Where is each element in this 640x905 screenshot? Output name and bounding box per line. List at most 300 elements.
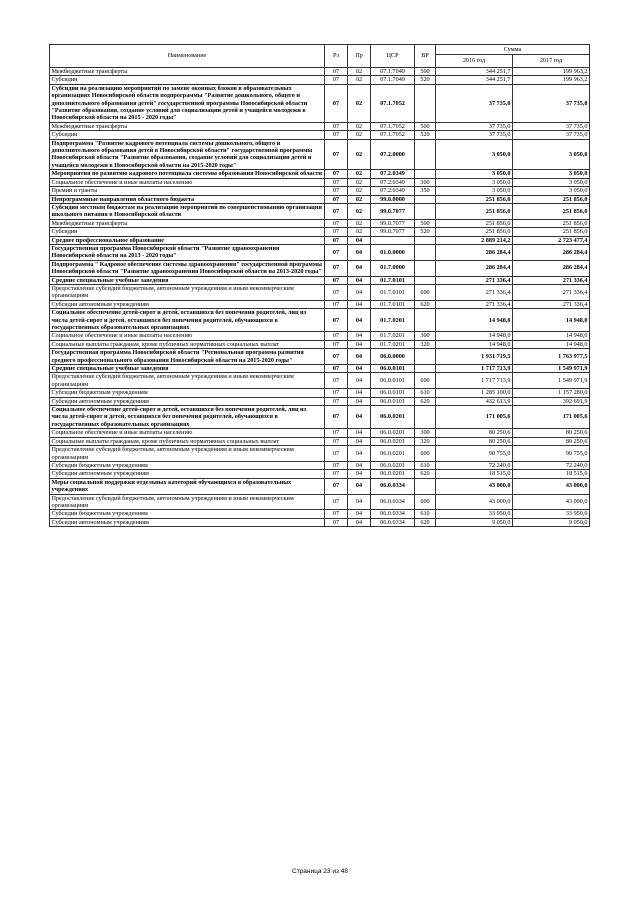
cell-rz: 07 <box>325 470 348 478</box>
cell-name: Субсидии бюджетным учреждениям <box>50 510 325 518</box>
header-csr: ЦСР <box>371 45 415 68</box>
cell-rz: 07 <box>325 429 348 437</box>
cell-sum-2016: 72 240,0 <box>436 461 513 469</box>
cell-name: Государственная программа Новосибирской области "Региональная программа развития среднего профессионального образования Новосибирской области на 2015-2020 годы" <box>50 349 325 365</box>
table-row <box>50 228 590 236</box>
cell-vr <box>415 236 436 244</box>
table-row <box>50 84 590 122</box>
cell-csr: 07.2.0000 <box>371 139 415 170</box>
cell-rz: 07 <box>325 84 348 122</box>
cell-name: Межбюджетные трансферты <box>50 122 325 130</box>
cell-name: Субсидии бюджетным учреждениям <box>50 389 325 397</box>
cell-pr: 02 <box>348 122 371 130</box>
cell-csr: 07.2.0349 <box>371 178 415 186</box>
cell-rz: 07 <box>325 131 348 139</box>
cell-csr: 01.0.0000 <box>371 244 415 260</box>
cell-sum-2017: 1 763 977,5 <box>513 349 590 365</box>
cell-vr: 620 <box>415 397 436 405</box>
table-row <box>50 446 590 462</box>
cell-csr: 06.0.0201 <box>371 406 415 429</box>
cell-rz: 07 <box>325 437 348 445</box>
cell-vr <box>415 309 436 332</box>
cell-csr <box>371 236 415 244</box>
table-row <box>50 461 590 469</box>
cell-name: Субсидии бюджетным учреждениям <box>50 461 325 469</box>
budget-table <box>49 44 590 527</box>
cell-name: Субсидии автономным учреждениям <box>50 397 325 405</box>
cell-pr: 04 <box>348 389 371 397</box>
cell-vr <box>415 244 436 260</box>
table-row <box>50 203 590 219</box>
cell-vr: 600 <box>415 494 436 510</box>
table-row <box>50 139 590 170</box>
table-row <box>50 437 590 445</box>
cell-sum-2016: 14 948,0 <box>436 332 513 340</box>
table-row <box>50 195 590 203</box>
table-row <box>50 349 590 365</box>
cell-pr: 04 <box>348 284 371 300</box>
cell-sum-2016: 251 856,0 <box>436 195 513 203</box>
cell-pr: 02 <box>348 195 371 203</box>
cell-rz: 07 <box>325 510 348 518</box>
cell-sum-2017: 2 723 477,4 <box>513 236 590 244</box>
cell-csr: 06.0.0201 <box>371 437 415 445</box>
cell-pr: 04 <box>348 340 371 348</box>
cell-pr: 04 <box>348 461 371 469</box>
header-name: Наименование <box>50 45 325 68</box>
cell-vr: 300 <box>415 429 436 437</box>
cell-rz: 07 <box>325 260 348 276</box>
table-row <box>50 170 590 178</box>
cell-csr: 07.1.7052 <box>371 122 415 130</box>
table-row <box>50 260 590 276</box>
cell-sum-2017: 72 240,0 <box>513 461 590 469</box>
table-row <box>50 406 590 429</box>
cell-vr: 520 <box>415 76 436 84</box>
table-row <box>50 397 590 405</box>
cell-csr: 01.7.0201 <box>371 309 415 332</box>
cell-sum-2017: 14 948,0 <box>513 309 590 332</box>
cell-pr: 04 <box>348 300 371 308</box>
table-row <box>50 389 590 397</box>
cell-pr: 04 <box>348 397 371 405</box>
table-row <box>50 309 590 332</box>
cell-sum-2016: 432 613,9 <box>436 397 513 405</box>
cell-rz: 07 <box>325 365 348 373</box>
cell-vr: 320 <box>415 437 436 445</box>
cell-sum-2016: 1 285 100,0 <box>436 389 513 397</box>
table-row <box>50 178 590 186</box>
cell-sum-2016: 37 735,0 <box>436 84 513 122</box>
cell-name: Социальное обеспечение детей-сирот и детей, оставшихся без попечения родителей, лиц из числа детей-сирот и детей, оставшихся без попечения родителей, обучающихся в государственных образовательных организациях <box>50 406 325 429</box>
cell-pr: 02 <box>348 84 371 122</box>
table-row <box>50 470 590 478</box>
cell-csr: 99.0.0000 <box>371 195 415 203</box>
cell-csr: 07.2.0349 <box>371 187 415 195</box>
cell-csr: 07.1.7052 <box>371 131 415 139</box>
cell-name: Средние специальные учебные заведения <box>50 276 325 284</box>
cell-rz: 07 <box>325 446 348 462</box>
cell-rz: 07 <box>325 340 348 348</box>
cell-vr <box>415 478 436 494</box>
cell-csr: 06.0.0101 <box>371 389 415 397</box>
cell-pr: 04 <box>348 406 371 429</box>
cell-name: Субсидии автономным учреждениям <box>50 470 325 478</box>
cell-pr: 04 <box>348 446 371 462</box>
cell-name: Подпрограмма " Кадровое обеспечение системы здравоохранения" государственной программы Новосибирской области "Развитие здравоохранения Новосибирской области на 2013-2020 годы" <box>50 260 325 276</box>
cell-name: Социальное обеспечение и иные выплаты населению <box>50 178 325 186</box>
cell-name: Субсидии автономным учреждениям <box>50 518 325 526</box>
table-row <box>50 276 590 284</box>
cell-sum-2017: 199 963,2 <box>513 68 590 76</box>
cell-name: Социальное обеспечение и иные выплаты населению <box>50 429 325 437</box>
cell-sum-2016: 171 005,6 <box>436 406 513 429</box>
cell-name: Субсидии <box>50 228 325 236</box>
cell-vr: 610 <box>415 389 436 397</box>
header-vr: ВР <box>415 45 436 68</box>
cell-sum-2017: 33 950,0 <box>513 510 590 518</box>
cell-csr: 07.1.7052 <box>371 84 415 122</box>
cell-pr: 02 <box>348 203 371 219</box>
cell-rz: 07 <box>325 122 348 130</box>
cell-sum-2017: 3 050,0 <box>513 178 590 186</box>
cell-sum-2016: 43 000,0 <box>436 494 513 510</box>
cell-sum-2017: 286 284,4 <box>513 260 590 276</box>
cell-name: Средние специальные учебные заведения <box>50 365 325 373</box>
cell-sum-2016: 2 889 214,2 <box>436 236 513 244</box>
cell-sum-2017: 9 050,0 <box>513 518 590 526</box>
cell-sum-2017: 1 549 971,9 <box>513 373 590 389</box>
cell-sum-2016: 271 336,4 <box>436 284 513 300</box>
cell-vr: 500 <box>415 68 436 76</box>
cell-sum-2016: 1 717 713,9 <box>436 373 513 389</box>
cell-pr: 04 <box>348 518 371 526</box>
cell-pr: 02 <box>348 131 371 139</box>
cell-sum-2016: 90 755,0 <box>436 446 513 462</box>
cell-sum-2017: 199 963,2 <box>513 76 590 84</box>
cell-rz: 07 <box>325 332 348 340</box>
table-row <box>50 76 590 84</box>
cell-rz: 07 <box>325 461 348 469</box>
cell-rz: 07 <box>325 244 348 260</box>
cell-sum-2016: 1 931 719,5 <box>436 349 513 365</box>
cell-csr: 06.0.0201 <box>371 461 415 469</box>
table-body <box>50 68 590 527</box>
cell-name: Меры социальной поддержки отдельных категорий обучающихся в образовательных учреждениях <box>50 478 325 494</box>
cell-sum-2017: 18 515,0 <box>513 470 590 478</box>
cell-sum-2017: 392 691,9 <box>513 397 590 405</box>
cell-name: Предоставление субсидий бюджетным, автономным учреждениям и иным некоммерческим организациям <box>50 373 325 389</box>
table-row <box>50 478 590 494</box>
cell-vr: 520 <box>415 131 436 139</box>
cell-vr: 500 <box>415 122 436 130</box>
table-row <box>50 510 590 518</box>
cell-sum-2016: 3 050,0 <box>436 178 513 186</box>
cell-sum-2016: 37 735,0 <box>436 122 513 130</box>
cell-csr: 06.0.0101 <box>371 397 415 405</box>
table-row <box>50 122 590 130</box>
cell-csr: 06.0.0334 <box>371 494 415 510</box>
cell-sum-2017: 171 005,6 <box>513 406 590 429</box>
cell-rz: 07 <box>325 68 348 76</box>
table-row <box>50 244 590 260</box>
page-footer: Страница 23 из 48 <box>292 868 348 875</box>
cell-sum-2016: 9 050,0 <box>436 518 513 526</box>
cell-name: Социальные выплаты гражданам, кроме публичных нормативных социальных выплат <box>50 437 325 445</box>
cell-rz: 07 <box>325 406 348 429</box>
cell-pr: 04 <box>348 510 371 518</box>
cell-vr <box>415 195 436 203</box>
cell-sum-2016: 271 336,4 <box>436 276 513 284</box>
cell-sum-2017: 286 284,4 <box>513 244 590 260</box>
cell-vr: 500 <box>415 219 436 227</box>
cell-rz: 07 <box>325 373 348 389</box>
cell-sum-2016: 251 856,0 <box>436 219 513 227</box>
cell-sum-2016: 3 050,0 <box>436 170 513 178</box>
cell-csr: 07.1.7049 <box>371 68 415 76</box>
cell-sum-2017: 37 735,0 <box>513 84 590 122</box>
cell-pr: 04 <box>348 236 371 244</box>
cell-name: Премии и гранты <box>50 187 325 195</box>
cell-rz: 07 <box>325 300 348 308</box>
cell-rz: 07 <box>325 195 348 203</box>
cell-pr: 02 <box>348 68 371 76</box>
header-year-2016: 2016 год <box>436 55 513 68</box>
table-row <box>50 131 590 139</box>
cell-vr: 600 <box>415 284 436 300</box>
cell-sum-2016: 37 735,0 <box>436 131 513 139</box>
cell-pr: 02 <box>348 219 371 227</box>
cell-pr: 04 <box>348 332 371 340</box>
cell-csr: 06.0.0201 <box>371 446 415 462</box>
cell-sum-2017: 251 856,0 <box>513 195 590 203</box>
cell-vr <box>415 170 436 178</box>
cell-csr: 07.2.0349 <box>371 170 415 178</box>
cell-rz: 07 <box>325 236 348 244</box>
cell-sum-2016: 14 948,0 <box>436 340 513 348</box>
cell-csr: 06.0.0334 <box>371 510 415 518</box>
cell-vr <box>415 203 436 219</box>
cell-rz: 07 <box>325 389 348 397</box>
cell-pr: 04 <box>348 260 371 276</box>
cell-sum-2017: 80 250,6 <box>513 437 590 445</box>
cell-sum-2017: 3 050,0 <box>513 139 590 170</box>
cell-vr: 520 <box>415 228 436 236</box>
cell-pr: 02 <box>348 170 371 178</box>
cell-rz: 07 <box>325 494 348 510</box>
cell-name: Межбюджетные трансферты <box>50 68 325 76</box>
cell-pr: 04 <box>348 244 371 260</box>
cell-sum-2017: 3 050,0 <box>513 187 590 195</box>
cell-sum-2017: 37 735,0 <box>513 122 590 130</box>
table-row <box>50 494 590 510</box>
cell-csr: 01.7.0000 <box>371 260 415 276</box>
cell-vr: 320 <box>415 340 436 348</box>
table-row <box>50 429 590 437</box>
cell-name: Мероприятия по развитию кадрового потенциала системы образования Новосибирской области <box>50 170 325 178</box>
cell-sum-2017: 14 948,0 <box>513 332 590 340</box>
cell-rz: 07 <box>325 139 348 170</box>
cell-sum-2016: 251 856,0 <box>436 203 513 219</box>
table-row <box>50 365 590 373</box>
cell-vr: 300 <box>415 178 436 186</box>
cell-pr: 04 <box>348 373 371 389</box>
cell-name: Субсидии <box>50 131 325 139</box>
cell-sum-2017: 251 856,0 <box>513 203 590 219</box>
cell-sum-2017: 14 948,0 <box>513 340 590 348</box>
cell-pr: 04 <box>348 429 371 437</box>
cell-csr: 01.7.0101 <box>371 276 415 284</box>
table-row <box>50 373 590 389</box>
cell-name: Субсидия местным бюджетам на реализацию мероприятий по совершенствованию организации школьного питания в Новосибирской области <box>50 203 325 219</box>
header-year-2017: 2017 год <box>513 55 590 68</box>
cell-name: Субсидии <box>50 76 325 84</box>
cell-name: Предоставление субсидий бюджетным, автономным учреждениям и иным некоммерческим организациям <box>50 494 325 510</box>
cell-csr: 01.7.0201 <box>371 340 415 348</box>
table-row <box>50 300 590 308</box>
cell-csr: 01.7.0101 <box>371 284 415 300</box>
table-row <box>50 518 590 526</box>
cell-sum-2016: 43 000,0 <box>436 478 513 494</box>
cell-vr <box>415 406 436 429</box>
cell-name: Предоставление субсидий бюджетным, автономным учреждениям и иным некоммерческим организациям <box>50 446 325 462</box>
cell-rz: 07 <box>325 170 348 178</box>
cell-rz: 07 <box>325 219 348 227</box>
cell-csr: 06.0.0334 <box>371 478 415 494</box>
cell-name: Субсидии автономным учреждениям <box>50 300 325 308</box>
cell-name: Социальное обеспечение и иные выплаты населению <box>50 332 325 340</box>
header-pr: Пр <box>348 45 371 68</box>
table-row <box>50 236 590 244</box>
cell-sum-2017: 43 000,0 <box>513 478 590 494</box>
cell-csr: 99.0.7077 <box>371 203 415 219</box>
cell-sum-2017: 1 549 971,9 <box>513 365 590 373</box>
header-sum: Сумма <box>436 45 590 55</box>
cell-pr: 02 <box>348 76 371 84</box>
cell-sum-2016: 3 050,0 <box>436 187 513 195</box>
cell-sum-2017: 271 336,4 <box>513 276 590 284</box>
cell-vr: 610 <box>415 510 436 518</box>
table-row <box>50 68 590 76</box>
budget-table-page <box>49 44 589 527</box>
cell-name: Межбюджетные трансферты <box>50 219 325 227</box>
cell-name: Государственная программа Новосибирской области "Развитие здравоохранения Новосибирской области на 2013 - 2020 годы" <box>50 244 325 260</box>
cell-sum-2016: 251 856,0 <box>436 228 513 236</box>
cell-sum-2016: 18 515,0 <box>436 470 513 478</box>
header-rz: Рз <box>325 45 348 68</box>
cell-pr: 04 <box>348 478 371 494</box>
cell-sum-2017: 3 050,0 <box>513 170 590 178</box>
cell-name: Подпрограмма "Развитие кадрового потенциала системы дошкольного, общего и дополнительного образования детей в Новосибирской области" государственной программы Новосибирской области "Развитие образования, создание условий для социализации детей и учащейся молодежи в Новосибирской области на 2015-2020 годы" <box>50 139 325 170</box>
cell-pr: 02 <box>348 139 371 170</box>
cell-name: Субсидии на реализацию мероприятий по замене оконных блоков в образовательных организациях Новосибирской области подпрограммы "Развитие дошкольного, общего и дополнительного образования детей" государственной программы Новосибирской области "Развитие образования, создание условий для социализации детей и учащейся молодежи в Новосибирской области на 2015 - 2020 годы" <box>50 84 325 122</box>
cell-vr: 300 <box>415 332 436 340</box>
cell-vr: 620 <box>415 300 436 308</box>
cell-sum-2017: 251 856,0 <box>513 228 590 236</box>
table-row <box>50 219 590 227</box>
cell-sum-2016: 3 050,0 <box>436 139 513 170</box>
cell-name: Среднее профессиональное образование <box>50 236 325 244</box>
cell-sum-2017: 251 856,0 <box>513 219 590 227</box>
cell-pr: 02 <box>348 228 371 236</box>
cell-pr: 04 <box>348 494 371 510</box>
cell-rz: 07 <box>325 178 348 186</box>
cell-vr <box>415 139 436 170</box>
cell-rz: 07 <box>325 309 348 332</box>
cell-vr <box>415 349 436 365</box>
cell-pr: 04 <box>348 276 371 284</box>
cell-sum-2016: 286 284,4 <box>436 260 513 276</box>
cell-vr: 600 <box>415 446 436 462</box>
cell-name: Социальные выплаты гражданам, кроме публичных нормативных социальных выплат <box>50 340 325 348</box>
cell-csr: 01.7.0201 <box>371 332 415 340</box>
cell-csr: 06.0.0101 <box>371 373 415 389</box>
cell-rz: 07 <box>325 478 348 494</box>
cell-vr <box>415 276 436 284</box>
cell-vr: 600 <box>415 373 436 389</box>
cell-sum-2016: 14 948,0 <box>436 309 513 332</box>
cell-pr: 02 <box>348 187 371 195</box>
cell-pr: 04 <box>348 309 371 332</box>
cell-pr: 04 <box>348 470 371 478</box>
cell-vr <box>415 84 436 122</box>
cell-vr: 350 <box>415 187 436 195</box>
cell-sum-2016: 344 251,7 <box>436 76 513 84</box>
cell-sum-2016: 1 717 713,9 <box>436 365 513 373</box>
cell-vr: 620 <box>415 470 436 478</box>
cell-pr: 04 <box>348 437 371 445</box>
cell-sum-2016: 286 284,4 <box>436 244 513 260</box>
cell-vr <box>415 365 436 373</box>
cell-csr: 06.0.0201 <box>371 470 415 478</box>
cell-csr: 01.7.0101 <box>371 300 415 308</box>
cell-rz: 07 <box>325 76 348 84</box>
table-row <box>50 187 590 195</box>
cell-rz: 07 <box>325 518 348 526</box>
cell-pr: 04 <box>348 365 371 373</box>
cell-pr: 04 <box>348 349 371 365</box>
cell-csr: 06.0.0201 <box>371 429 415 437</box>
table-row <box>50 340 590 348</box>
cell-vr <box>415 260 436 276</box>
cell-rz: 07 <box>325 349 348 365</box>
table-row <box>50 284 590 300</box>
cell-sum-2016: 271 336,4 <box>436 300 513 308</box>
cell-csr: 06.0.0000 <box>371 349 415 365</box>
cell-rz: 07 <box>325 284 348 300</box>
cell-rz: 07 <box>325 203 348 219</box>
cell-sum-2016: 344 251,7 <box>436 68 513 76</box>
cell-vr: 610 <box>415 461 436 469</box>
cell-sum-2017: 90 755,0 <box>513 446 590 462</box>
cell-vr: 620 <box>415 518 436 526</box>
cell-sum-2016: 80 250,6 <box>436 429 513 437</box>
cell-rz: 07 <box>325 397 348 405</box>
cell-sum-2016: 80 250,6 <box>436 437 513 445</box>
cell-sum-2017: 271 336,4 <box>513 284 590 300</box>
table-row <box>50 332 590 340</box>
cell-sum-2017: 37 735,0 <box>513 131 590 139</box>
cell-name: Непрограммные направления областного бюджета <box>50 195 325 203</box>
cell-pr: 02 <box>348 178 371 186</box>
cell-csr: 99.0.7077 <box>371 219 415 227</box>
cell-csr: 06.0.0334 <box>371 518 415 526</box>
cell-name: Предоставление субсидий бюджетным, автономным учреждениям и иным некоммерческим организациям <box>50 284 325 300</box>
cell-csr: 99.0.7077 <box>371 228 415 236</box>
cell-sum-2017: 80 250,6 <box>513 429 590 437</box>
cell-csr: 07.1.7049 <box>371 76 415 84</box>
cell-rz: 07 <box>325 187 348 195</box>
